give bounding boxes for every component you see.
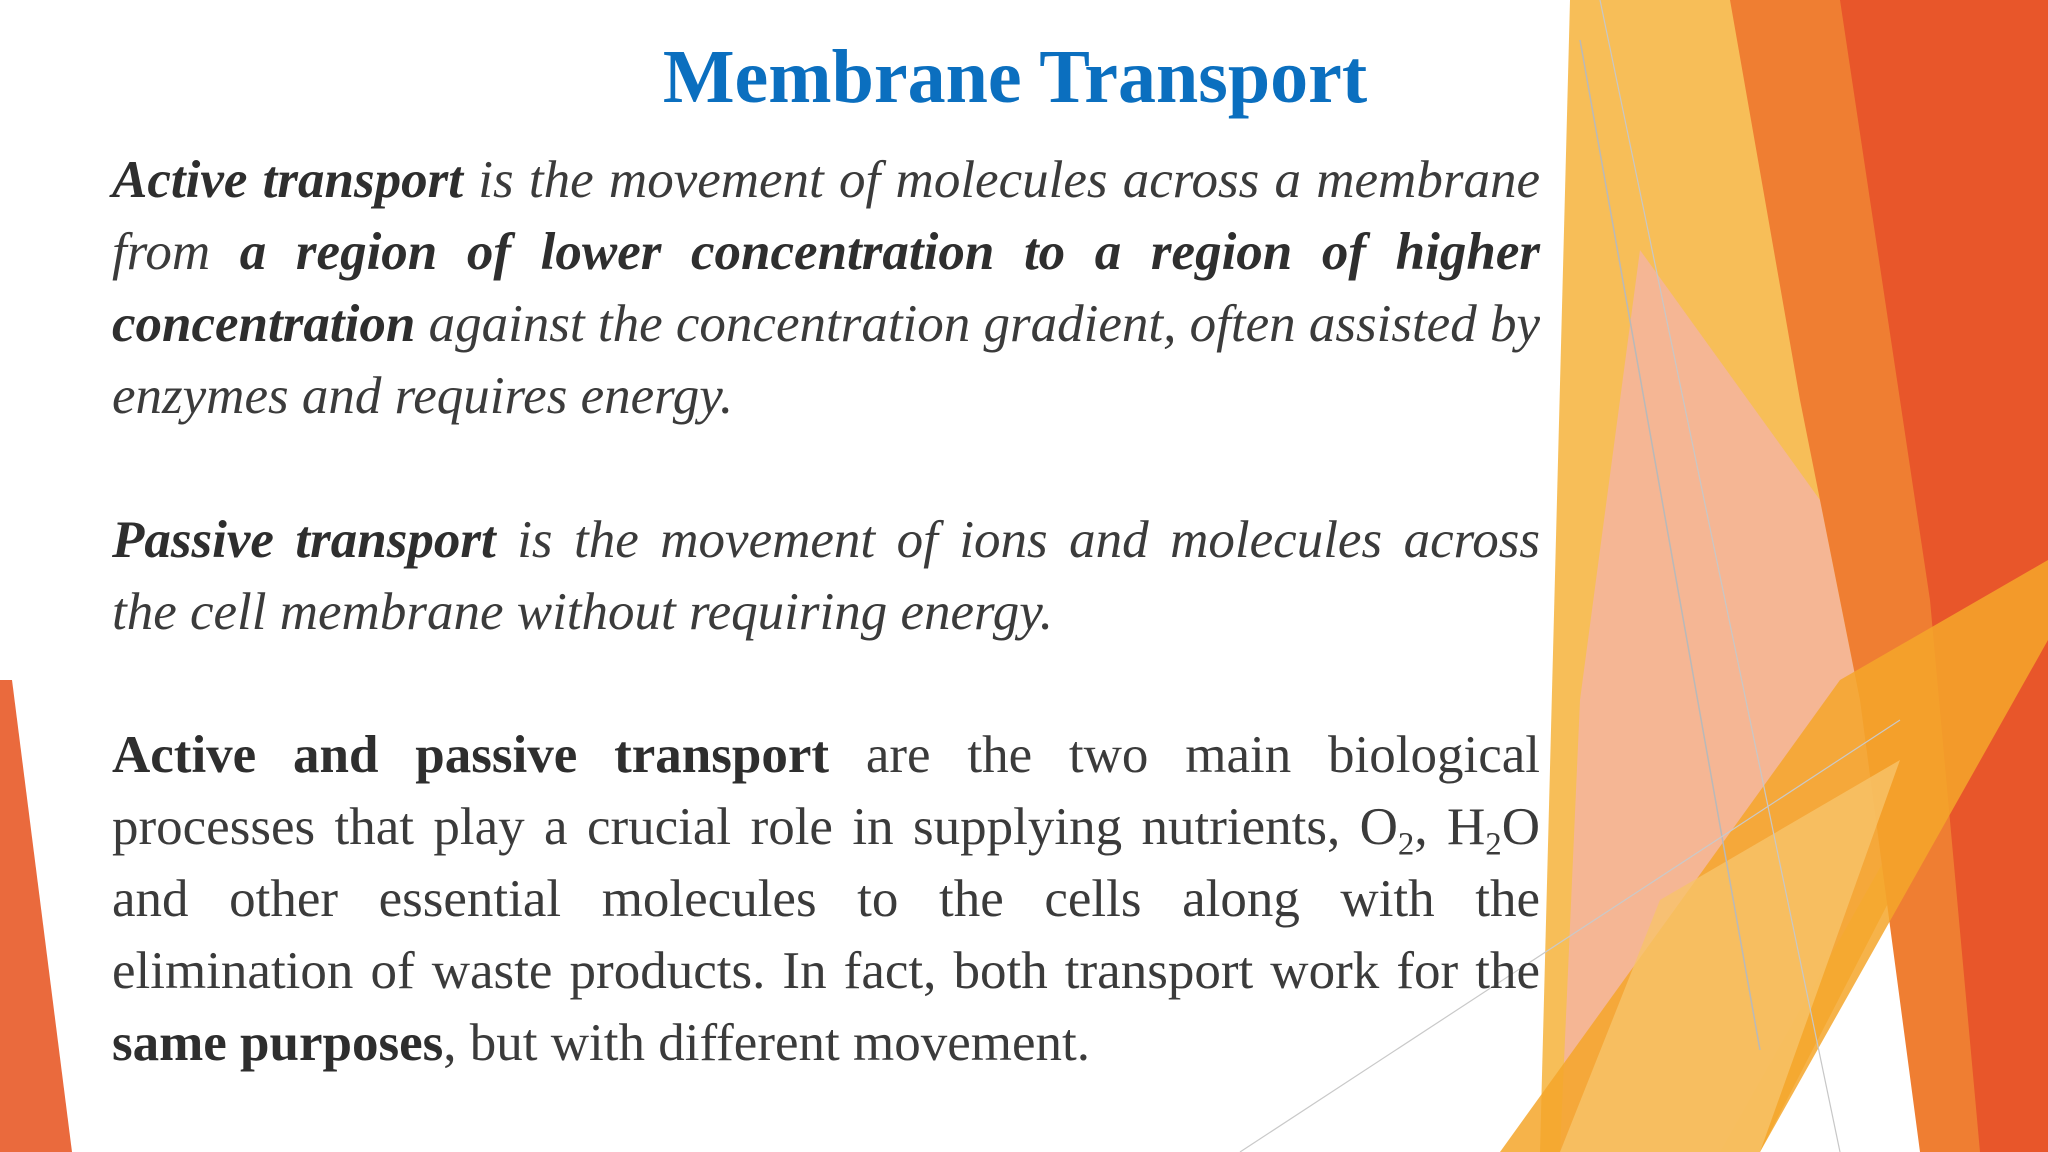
emphasis-same-purposes: same purposes [112,1014,444,1072]
paragraph-text: , but with different movement. [443,1014,1090,1072]
term-active-and-passive: Active and passive transport [112,726,830,784]
term-active-transport: Active transport [112,151,463,209]
subscript: 2 [1485,826,1502,863]
paragraph-text: , H [1414,798,1486,856]
paragraph-text: is the movement of ions and molecules across the cell membrane without requiring energy. [112,511,1540,641]
paragraph-text: is the movement of molecules across a membrane from [112,151,1540,281]
paragraph-active-transport [112,144,1540,432]
paragraph-text: O and other essential molecules to the cells along with the elimination of waste products. In fact, both transport work for the [112,798,1540,1000]
paragraph-text: are the two main biological processes that play a crucial role in supplying nutrients, O [112,726,1540,856]
subscript: 2 [1397,826,1415,863]
slide-title: Membrane Transport [662,35,1368,119]
paragraph-comparison [112,719,1540,1079]
emphasis-concentration: a region of lower concentration to a region of higher concentration [112,223,1540,353]
left-orange-shape [0,680,72,1152]
term-passive-transport: Passive transport [112,511,496,569]
paragraph-passive-transport [112,504,1540,648]
paragraph-text: against the concentration gradient, often assisted by enzymes and requires energy. [112,295,1540,425]
